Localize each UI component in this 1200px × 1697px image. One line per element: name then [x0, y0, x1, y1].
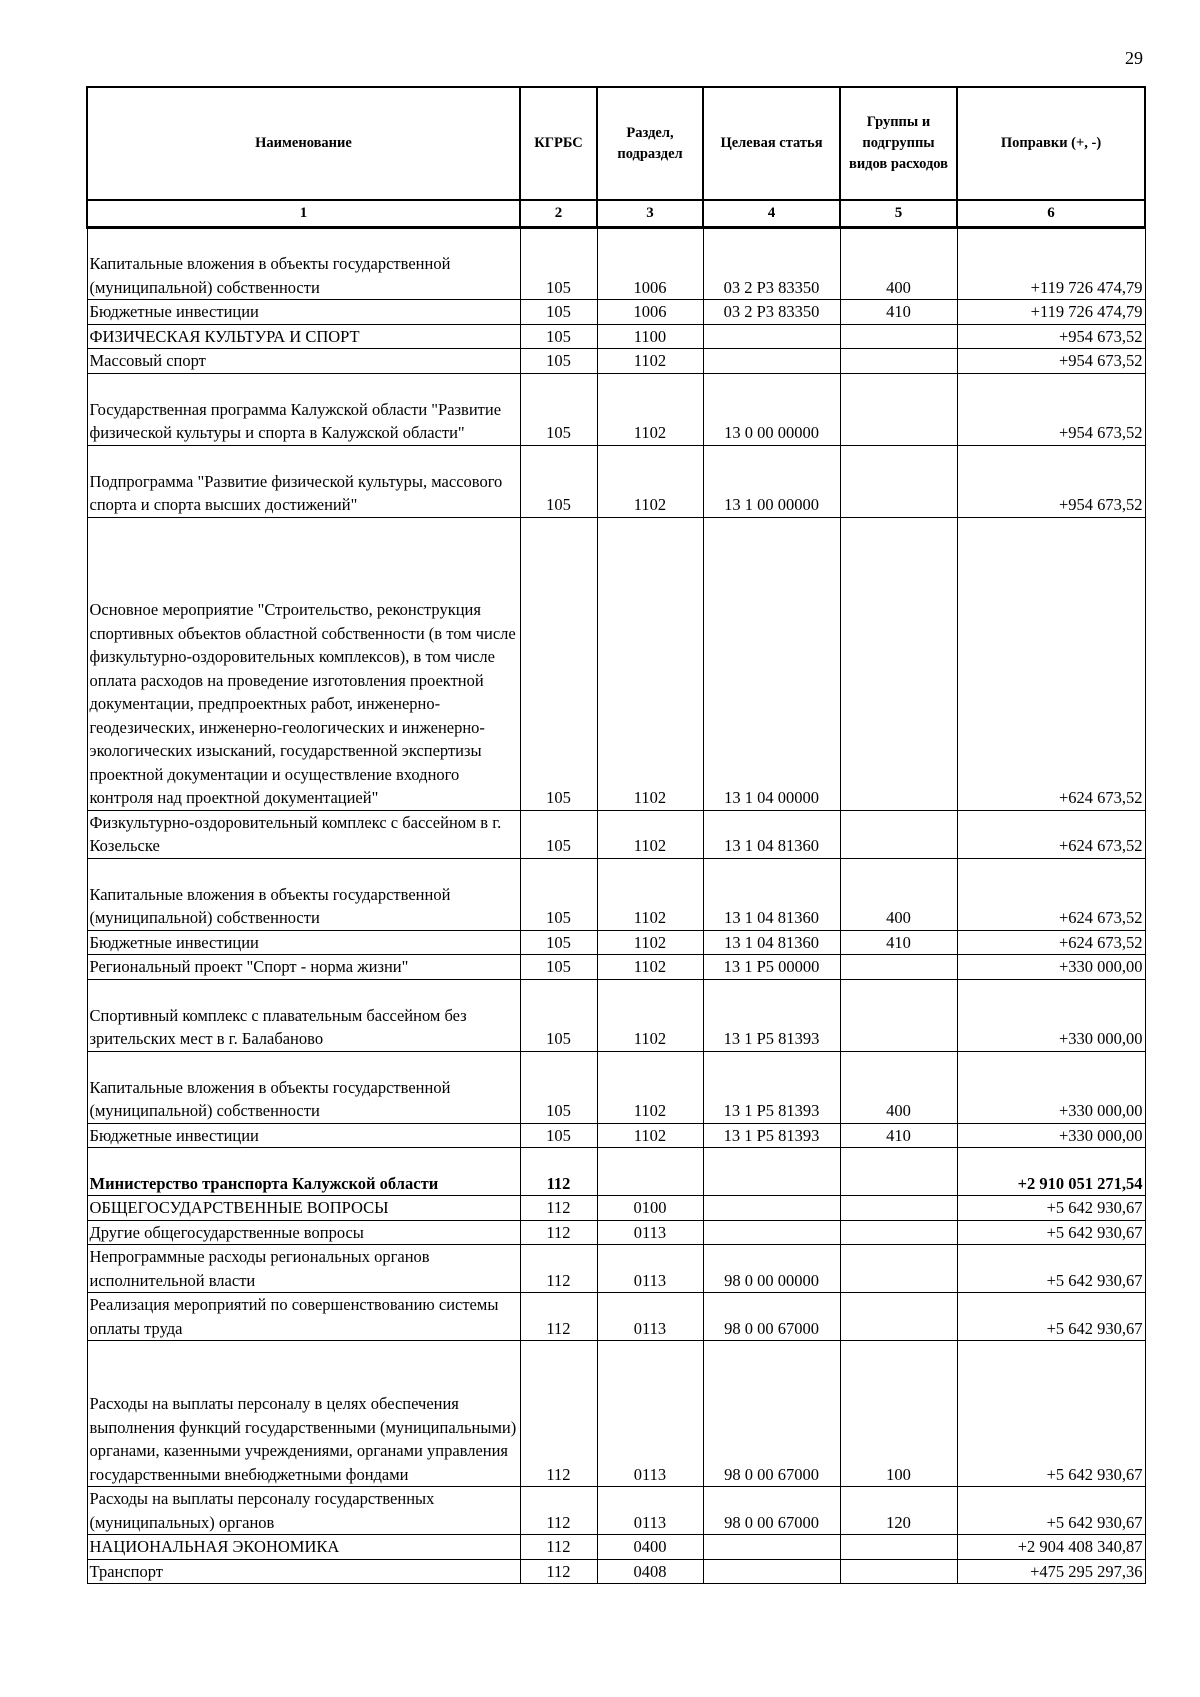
row-kgrbs-cell: 112 — [520, 1148, 597, 1196]
table-row — [87, 1559, 1145, 1584]
table-row — [87, 930, 1145, 955]
table-row — [87, 445, 1145, 517]
row-name-cell: ФИЗИЧЕСКАЯ КУЛЬТУРА И СПОРТ — [87, 324, 520, 349]
row-name-cell: Министерство транспорта Калужской области — [87, 1148, 520, 1196]
row-target-article-cell — [703, 1148, 840, 1196]
table-row — [87, 1293, 1145, 1341]
row-amount-cell: +624 673,52 — [957, 930, 1145, 955]
table-row — [87, 300, 1145, 325]
table-row — [87, 349, 1145, 374]
row-kgrbs-cell: 112 — [520, 1245, 597, 1293]
row-section-cell: 0113 — [597, 1245, 703, 1293]
row-section-cell: 1102 — [597, 930, 703, 955]
row-target-article-cell — [703, 1196, 840, 1221]
row-name-cell: Бюджетные инвестиции — [87, 300, 520, 325]
row-target-article-cell — [703, 349, 840, 374]
row-amount-cell: +119 726 474,79 — [957, 300, 1145, 325]
row-section-cell: 0100 — [597, 1196, 703, 1221]
row-name-cell: Физкультурно-оздоровительный комплекс с бассейном в г. Козельске — [87, 810, 520, 858]
row-kgrbs-cell: 105 — [520, 810, 597, 858]
row-expense-group-cell — [840, 1220, 957, 1245]
table-row — [87, 1051, 1145, 1123]
table-row — [87, 1220, 1145, 1245]
row-kgrbs-cell: 105 — [520, 324, 597, 349]
budget-table — [86, 86, 1146, 1584]
row-section-cell: 1102 — [597, 979, 703, 1051]
row-target-article-cell — [703, 1559, 840, 1584]
row-amount-cell: +330 000,00 — [957, 1123, 1145, 1148]
row-expense-group-cell — [840, 445, 957, 517]
row-name-cell: Массовый спорт — [87, 349, 520, 374]
row-target-article-cell: 03 2 P3 83350 — [703, 228, 840, 300]
row-name-cell: Подпрограмма "Развитие физической культуры, массового спорта и спорта высших достижений" — [87, 445, 520, 517]
row-kgrbs-cell: 112 — [520, 1341, 597, 1487]
row-amount-cell: +5 642 930,67 — [957, 1487, 1145, 1535]
row-target-article-cell: 13 1 04 81360 — [703, 810, 840, 858]
table-row — [87, 324, 1145, 349]
row-expense-group-cell — [840, 1293, 957, 1341]
table-row — [87, 373, 1145, 445]
table-row — [87, 810, 1145, 858]
row-expense-group-cell: 400 — [840, 1051, 957, 1123]
row-kgrbs-cell: 112 — [520, 1487, 597, 1535]
row-kgrbs-cell: 105 — [520, 517, 597, 810]
row-name-cell: Другие общегосударственные вопросы — [87, 1220, 520, 1245]
row-name-cell: Спортивный комплекс с плавательным бассейном без зрительских мест в г. Балабаново — [87, 979, 520, 1051]
row-expense-group-cell — [840, 979, 957, 1051]
row-expense-group-cell — [840, 1245, 957, 1293]
row-section-cell: 0400 — [597, 1535, 703, 1560]
header-number: 3 — [597, 200, 703, 228]
row-kgrbs-cell: 112 — [520, 1559, 597, 1584]
table-row — [87, 1196, 1145, 1221]
row-target-article-cell: 13 1 P5 81393 — [703, 979, 840, 1051]
row-kgrbs-cell: 105 — [520, 1051, 597, 1123]
row-section-cell: 1102 — [597, 517, 703, 810]
row-amount-cell: +624 673,52 — [957, 810, 1145, 858]
row-target-article-cell: 98 0 00 67000 — [703, 1487, 840, 1535]
header-row — [87, 87, 1145, 200]
row-target-article-cell — [703, 1535, 840, 1560]
header-number: 2 — [520, 200, 597, 228]
row-amount-cell: +2 904 408 340,87 — [957, 1535, 1145, 1560]
row-section-cell: 0113 — [597, 1293, 703, 1341]
table-row — [87, 228, 1145, 300]
table-row — [87, 1123, 1145, 1148]
row-amount-cell: +5 642 930,67 — [957, 1220, 1145, 1245]
row-kgrbs-cell: 105 — [520, 300, 597, 325]
row-section-cell: 1006 — [597, 300, 703, 325]
table-row — [87, 979, 1145, 1051]
row-expense-group-cell: 410 — [840, 300, 957, 325]
row-amount-cell: +954 673,52 — [957, 349, 1145, 374]
row-section-cell: 0113 — [597, 1341, 703, 1487]
row-expense-group-cell: 400 — [840, 858, 957, 930]
row-amount-cell: +5 642 930,67 — [957, 1196, 1145, 1221]
row-target-article-cell — [703, 1220, 840, 1245]
row-name-cell: НАЦИОНАЛЬНАЯ ЭКОНОМИКА — [87, 1535, 520, 1560]
page-number: 29 — [1125, 48, 1143, 68]
row-section-cell: 1102 — [597, 1051, 703, 1123]
header-kgrbs: КГРБС — [520, 87, 597, 200]
row-amount-cell: +5 642 930,67 — [957, 1245, 1145, 1293]
row-amount-cell: +954 673,52 — [957, 373, 1145, 445]
row-expense-group-cell — [840, 1535, 957, 1560]
row-name-cell: Реализация мероприятий по совершенствованию системы оплаты труда — [87, 1293, 520, 1341]
header-number: 1 — [87, 200, 520, 228]
row-kgrbs-cell: 105 — [520, 349, 597, 374]
row-name-cell: ОБЩЕГОСУДАРСТВЕННЫЕ ВОПРОСЫ — [87, 1196, 520, 1221]
row-kgrbs-cell: 105 — [520, 930, 597, 955]
table-row — [87, 1245, 1145, 1293]
row-expense-group-cell — [840, 1559, 957, 1584]
header-expense-groups: Группы и подгруппы видов расходов — [840, 87, 957, 200]
row-name-cell: Непрограммные расходы региональных органов исполнительной власти — [87, 1245, 520, 1293]
row-expense-group-cell: 100 — [840, 1341, 957, 1487]
row-kgrbs-cell: 112 — [520, 1196, 597, 1221]
header-number: 5 — [840, 200, 957, 228]
header-target-article: Целевая статья — [703, 87, 840, 200]
row-expense-group-cell — [840, 517, 957, 810]
row-target-article-cell: 13 1 P5 81393 — [703, 1051, 840, 1123]
row-target-article-cell: 03 2 P3 83350 — [703, 300, 840, 325]
row-section-cell: 0113 — [597, 1487, 703, 1535]
table-row — [87, 858, 1145, 930]
row-section-cell: 1100 — [597, 324, 703, 349]
row-kgrbs-cell: 112 — [520, 1535, 597, 1560]
row-amount-cell: +475 295 297,36 — [957, 1559, 1145, 1584]
row-expense-group-cell — [840, 349, 957, 374]
row-kgrbs-cell: 105 — [520, 228, 597, 300]
row-section-cell: 0113 — [597, 1220, 703, 1245]
row-amount-cell: +5 642 930,67 — [957, 1293, 1145, 1341]
header-amendments: Поправки (+, -) — [957, 87, 1145, 200]
row-amount-cell: +330 000,00 — [957, 955, 1145, 980]
table-row — [87, 517, 1145, 810]
row-name-cell: Региональный проект "Спорт - норма жизни" — [87, 955, 520, 980]
row-expense-group-cell: 410 — [840, 930, 957, 955]
row-section-cell — [597, 1148, 703, 1196]
row-section-cell: 1102 — [597, 955, 703, 980]
table-body — [87, 228, 1145, 1584]
row-section-cell: 1102 — [597, 445, 703, 517]
row-section-cell: 1102 — [597, 858, 703, 930]
row-target-article-cell: 13 1 04 00000 — [703, 517, 840, 810]
row-section-cell: 1102 — [597, 349, 703, 374]
row-name-cell: Капитальные вложения в объекты государственной (муниципальной) собственности — [87, 1051, 520, 1123]
row-target-article-cell: 98 0 00 67000 — [703, 1341, 840, 1487]
row-name-cell: Капитальные вложения в объекты государственной (муниципальной) собственности — [87, 228, 520, 300]
row-amount-cell: +954 673,52 — [957, 445, 1145, 517]
row-target-article-cell: 98 0 00 00000 — [703, 1245, 840, 1293]
row-expense-group-cell — [840, 1148, 957, 1196]
row-kgrbs-cell: 105 — [520, 979, 597, 1051]
row-amount-cell: +5 642 930,67 — [957, 1341, 1145, 1487]
row-section-cell: 0408 — [597, 1559, 703, 1584]
table-row — [87, 1341, 1145, 1487]
row-amount-cell: +624 673,52 — [957, 517, 1145, 810]
table-row — [87, 1535, 1145, 1560]
row-name-cell: Бюджетные инвестиции — [87, 1123, 520, 1148]
row-kgrbs-cell: 105 — [520, 1123, 597, 1148]
header-number: 6 — [957, 200, 1145, 228]
row-amount-cell: +330 000,00 — [957, 979, 1145, 1051]
row-expense-group-cell — [840, 955, 957, 980]
row-amount-cell: +624 673,52 — [957, 858, 1145, 930]
row-name-cell: Транспорт — [87, 1559, 520, 1584]
table-row — [87, 1487, 1145, 1535]
row-target-article-cell: 13 1 P5 00000 — [703, 955, 840, 980]
row-section-cell: 1102 — [597, 810, 703, 858]
row-kgrbs-cell: 105 — [520, 955, 597, 980]
header-name: Наименование — [87, 87, 520, 200]
row-name-cell: Расходы на выплаты персоналу государственных (муниципальных) органов — [87, 1487, 520, 1535]
row-amount-cell: +954 673,52 — [957, 324, 1145, 349]
row-expense-group-cell — [840, 1196, 957, 1221]
header-numbers-row — [87, 200, 1145, 228]
row-name-cell: Бюджетные инвестиции — [87, 930, 520, 955]
row-expense-group-cell — [840, 373, 957, 445]
row-target-article-cell: 13 1 04 81360 — [703, 930, 840, 955]
table-row — [87, 955, 1145, 980]
row-expense-group-cell: 120 — [840, 1487, 957, 1535]
row-target-article-cell: 13 1 P5 81393 — [703, 1123, 840, 1148]
row-target-article-cell: 98 0 00 67000 — [703, 1293, 840, 1341]
row-expense-group-cell: 400 — [840, 228, 957, 300]
row-target-article-cell: 13 1 00 00000 — [703, 445, 840, 517]
row-name-cell: Расходы на выплаты персоналу в целях обеспечения выполнения функций государственными (муниципальными) органами, казенными учреждениями, органами управления государственными внебюджетными фондами — [87, 1341, 520, 1487]
row-section-cell: 1102 — [597, 373, 703, 445]
row-kgrbs-cell: 112 — [520, 1220, 597, 1245]
table-row — [87, 1148, 1145, 1196]
row-expense-group-cell — [840, 810, 957, 858]
row-name-cell: Основное мероприятие "Строительство, реконструкция спортивных объектов областной собственности (в том числе физкультурно-оздоровительных комплексов), в том числе оплата расходов на проведение изготовления проектной документации, предпроектных работ, инженерно-геодезических, инженерно-геологических и инженерно-экологических изысканий, государственной экспертизы проектной документации и осуществление входного контроля над проектной документацией" — [87, 517, 520, 810]
row-target-article-cell: 13 0 00 00000 — [703, 373, 840, 445]
row-target-article-cell — [703, 324, 840, 349]
row-section-cell: 1102 — [597, 1123, 703, 1148]
row-amount-cell: +119 726 474,79 — [957, 228, 1145, 300]
row-kgrbs-cell: 105 — [520, 445, 597, 517]
row-target-article-cell: 13 1 04 81360 — [703, 858, 840, 930]
row-kgrbs-cell: 105 — [520, 858, 597, 930]
row-amount-cell: +330 000,00 — [957, 1051, 1145, 1123]
header-number: 4 — [703, 200, 840, 228]
header-section: Раздел, подраздел — [597, 87, 703, 200]
row-kgrbs-cell: 105 — [520, 373, 597, 445]
row-amount-cell: +2 910 051 271,54 — [957, 1148, 1145, 1196]
row-kgrbs-cell: 112 — [520, 1293, 597, 1341]
row-expense-group-cell — [840, 324, 957, 349]
row-name-cell: Государственная программа Калужской области "Развитие физической культуры и спорта в Калужской области" — [87, 373, 520, 445]
row-name-cell: Капитальные вложения в объекты государственной (муниципальной) собственности — [87, 858, 520, 930]
row-expense-group-cell: 410 — [840, 1123, 957, 1148]
row-section-cell: 1006 — [597, 228, 703, 300]
